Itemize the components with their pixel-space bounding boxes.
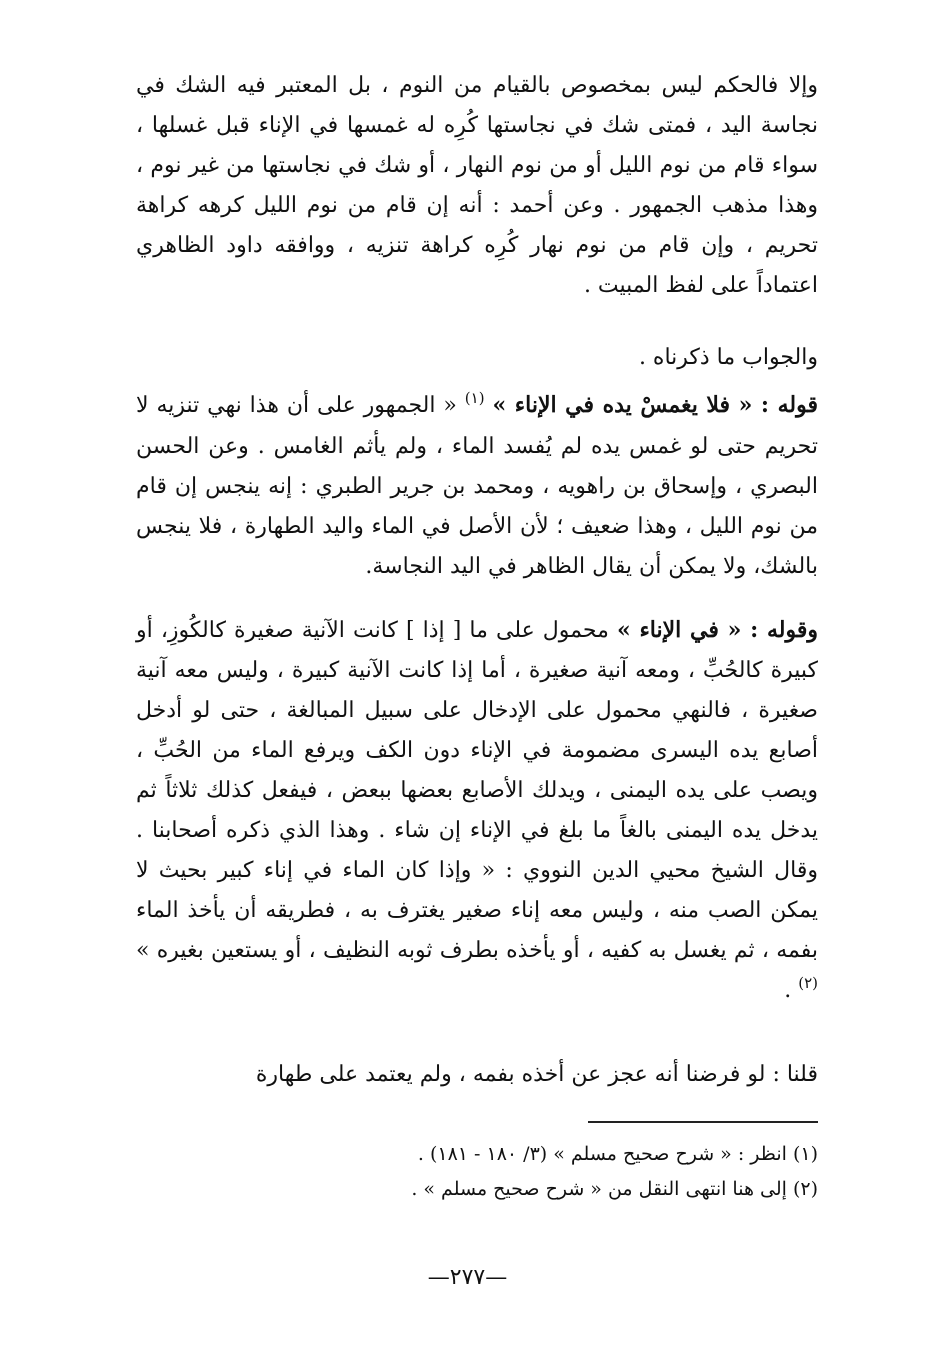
footnote-mark-2: (٢) — [798, 974, 818, 992]
paragraph-2-text: والجواب ما ذكرناه . — [638, 345, 818, 370]
paragraph-5 — [136, 1055, 818, 1095]
paragraph-1-text: وإلا فالحكم ليس بمخصوص بالقيام من النوم ، بل المعتبر فيه الشك في نجاسة اليد ، فمتى شك في نجاستها كُرِه له غمسها في الإناء قبل غسلها ، سواء قام من نوم الليل أو من نوم النهار ، أو شك في نجاستها من غير نوم ، وهذا مذهب الجمهور . وعن أحمد : أنه إن قام من نوم الليل كرهه كراهة تحريم ، وإن قام من نوم نهار كُرِه كراهة تنزيه ، ووافقه داود الظاهري اعتماداً على لفظ المبيت . — [136, 73, 818, 298]
footnote-divider — [588, 1121, 818, 1123]
paragraph-4-tail: . — [784, 978, 792, 1003]
paragraph-4 — [136, 610, 818, 1012]
footnote-mark-1: (١) — [464, 389, 485, 407]
paragraph-4-lead: وقوله : « في الإناء » — [616, 617, 818, 643]
paragraph-5-text: قلنا : لو فرضنا أنه عجز عن أخذه بفمه ، ولم يعتمد على طهارة — [255, 1062, 818, 1087]
footnote-2: (٢) إلى هنا انتهى النقل من « شرح صحيح مسلم » . — [411, 1178, 818, 1200]
paragraph-3 — [136, 385, 818, 587]
paragraph-3-text: « الجمهور على أن هذا نهي تنزيه لا تحريم حتى لو غمس يده لم يُفسد الماء ، ولم يأثم الغامس . وعن الحسن البصري ، وإسحاق بن راهويه ، ومحمد بن جرير الطبري : إنه ينجس إن قام من نوم الليل ، وهذا ضعيف ؛ لأن الأصل في الماء واليد الطهارة ، فلا ينجس بالشك، ولا يمكن أن يقال الظاهر في اليد النجاسة. — [136, 393, 818, 579]
paragraph-1 — [136, 66, 818, 306]
footnote-1: (١) انظر : « شرح صحيح مسلم » (٣/ ١٨٠ - ١٨١) . — [417, 1143, 818, 1165]
page-number: —٢٧٧— — [427, 1265, 508, 1290]
paragraph-4-text: محمول على ما [ إذا ] كانت الآنية صغيرة كالكُوزِ، أو كبيرة كالحُبِّ ، ومعه آنية صغيرة ، أما إذا كانت الآنية كبيرة ، وليس معه آنية صغيرة ، فالنهي محمول على الإدخال على سبيل المبالغة ، حتى لو أدخل أصابع يده اليسرى مضمومة في الإناء دون الكف ويرفع الماء من الحُبِّ ، ويصب على يده اليمنى ، ويدلك الأصابع بعضها ببعض ، فيفعل كذلك ثلاثاً ثم يدخل يده اليمنى بالغاً ما بلغ في الإناء إن شاء . وهذا الذي ذكره أصحابنا . وقال الشيخ محيي الدين النووي : « وإذا كان الماء في إناء كبير بحيث لا يمكن الصب منه ، وليس معه إناء صغير يغترف به ، فطريقه أن يأخذ الماء بفمه ، ثم يغسل به كفيه ، أو يأخذه بطرف ثوبه النظيف ، أو يستعين بغيره » — [136, 618, 818, 963]
paragraph-2 — [136, 338, 818, 378]
paragraph-3-lead: قوله : « فلا يغمسْ يده في الإناء » — [492, 392, 818, 418]
